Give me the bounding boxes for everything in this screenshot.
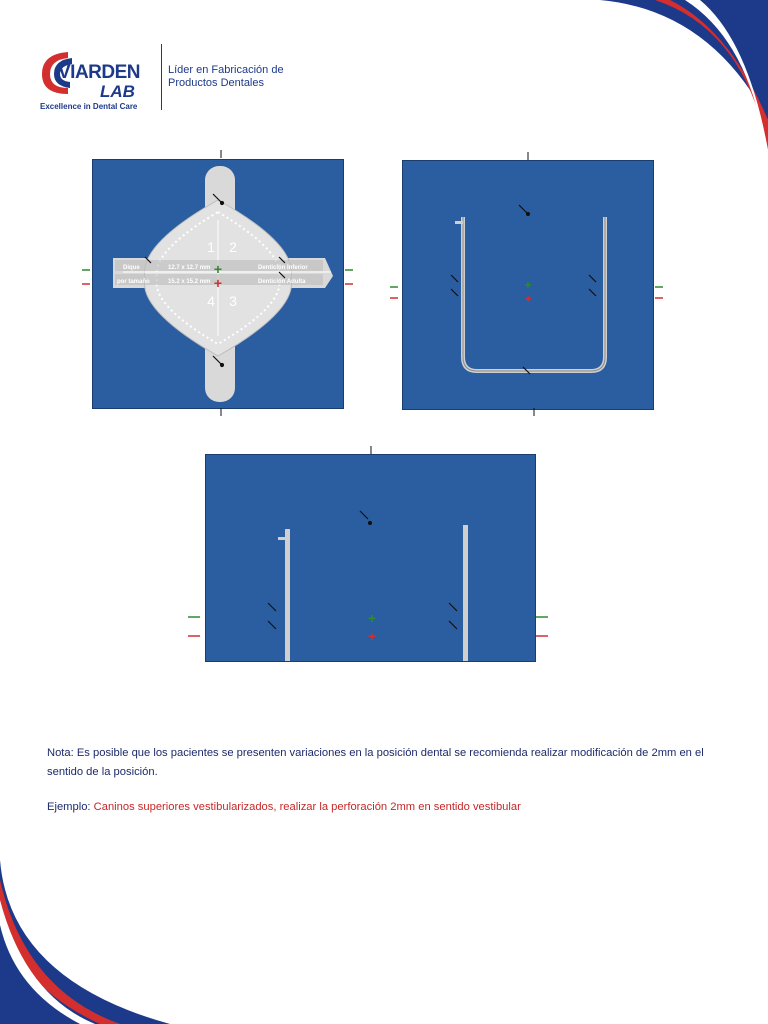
row1-left-label: Dique — [123, 265, 140, 271]
example-text: Caninos superiores vestibularizados, realizar la perforación 2mm en sentido vestibular — [93, 801, 521, 813]
svg-text:+: + — [367, 610, 377, 626]
svg-text:+: + — [213, 275, 223, 291]
logo-sub: LAB — [100, 82, 135, 101]
logo-name: VIARDEN — [58, 62, 141, 83]
logo-tagline: Excellence in Dental Care — [40, 102, 138, 111]
row1-size: 12.7 x 12.7 mm — [168, 265, 211, 271]
example-label: Ejemplo: — [47, 801, 91, 813]
row2-right-label: Dentición Adulta — [258, 279, 306, 285]
sector-number-3: 3 — [229, 293, 237, 309]
tagline-line2: Productos Dentales — [168, 77, 264, 89]
row1-right-label: Dentición Inferior — [258, 265, 308, 271]
sector-number-2: 2 — [229, 239, 237, 255]
example-paragraph — [47, 801, 737, 813]
tagline-line1: Líder en Fabricación de — [168, 64, 284, 76]
svg-text:+: + — [213, 261, 223, 277]
row2-left-label: por tamaño — [117, 279, 150, 285]
svg-text:+: + — [524, 278, 532, 292]
svg-text:+: + — [524, 292, 532, 306]
sector-number-4: 4 — [207, 293, 215, 309]
svg-text:+: + — [367, 628, 377, 644]
sector-number-1: 1 — [207, 239, 215, 255]
note-paragraph: Nota: Es posible que los pacientes se presenten variaciones en la posición dental se recomienda realizar modificación de 2mm en el sentido de la posición. — [47, 747, 704, 778]
row2-size: 15.2 x 15.2 mm — [168, 279, 211, 285]
